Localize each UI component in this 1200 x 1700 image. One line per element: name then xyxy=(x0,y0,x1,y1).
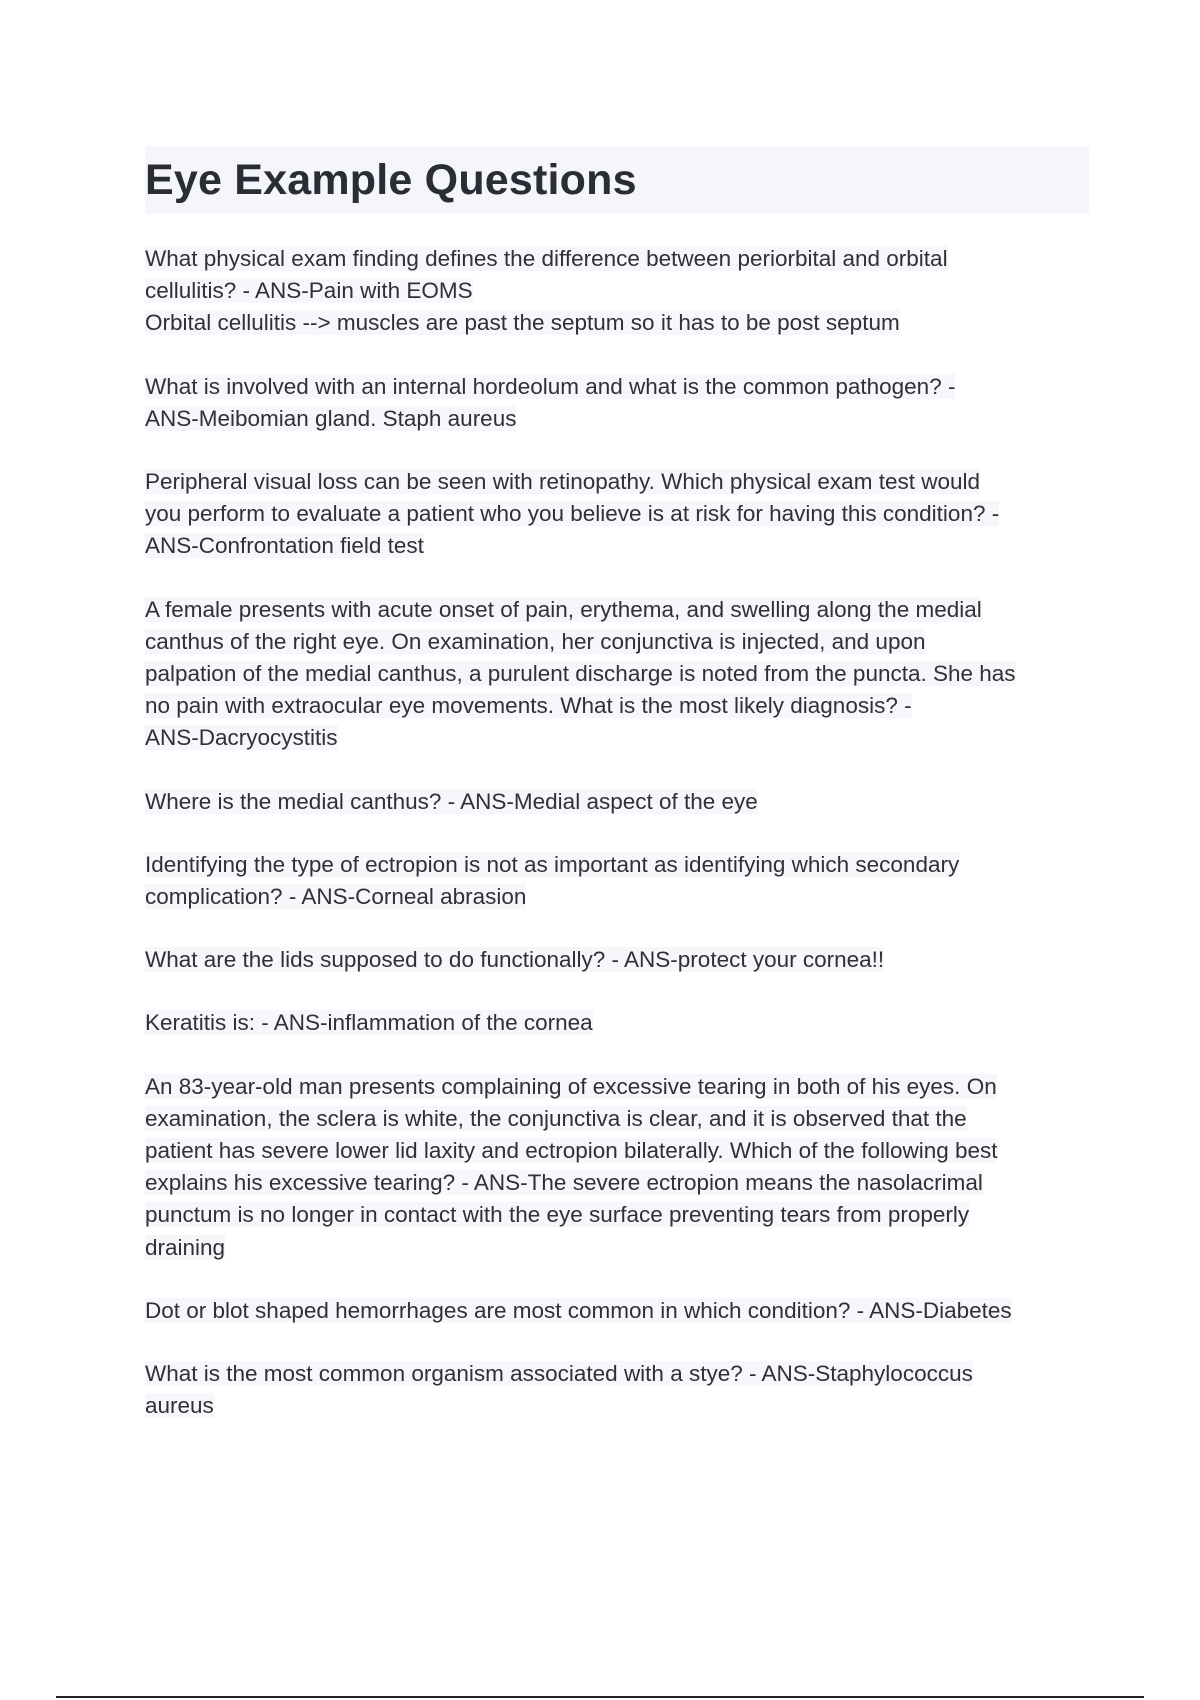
qa-line: What physical exam finding defines the difference between periorbital and orbital xyxy=(145,246,948,271)
qa-item xyxy=(145,371,1090,435)
page-title: Eye Example Questions xyxy=(145,156,637,204)
qa-line: cellulitis? - ANS-Pain with EOMS xyxy=(145,278,473,304)
question-list xyxy=(145,243,1090,1453)
qa-line: An 83-year-old man presents complaining of excessive tearing in both of his eyes. On xyxy=(145,1073,997,1099)
qa-text xyxy=(145,849,1090,913)
qa-line: What is the most common organism associated with a stye? - ANS-Staphylococcus xyxy=(145,1361,973,1387)
qa-line: What are the lids supposed to do functionally? - ANS-protect your cornea!! xyxy=(145,947,885,973)
qa-line: complication? - ANS-Corneal abrasion xyxy=(145,884,527,910)
qa-item xyxy=(145,849,1090,913)
qa-line: ANS-Dacryocystitis xyxy=(145,725,338,751)
qa-text xyxy=(145,466,1090,563)
qa-text xyxy=(145,1295,1090,1327)
qa-item xyxy=(145,786,1090,818)
qa-line: aureus xyxy=(145,1393,214,1419)
qa-line: explains his excessive tearing? - ANS-The severe ectropion means the nasolacrimal xyxy=(145,1170,983,1196)
qa-item xyxy=(145,466,1090,563)
qa-line: What is involved with an internal hordeolum and what is the common pathogen? - xyxy=(145,373,956,399)
qa-item xyxy=(145,243,1090,340)
qa-line: canthus of the right eye. On examination, her conjunctiva is injected, and upon xyxy=(145,628,926,654)
qa-line: ANS-Confrontation field test xyxy=(145,533,424,559)
qa-text xyxy=(145,1071,1090,1264)
qa-line: no pain with extraocular eye movements. What is the most likely diagnosis? - xyxy=(145,693,912,719)
qa-line: Orbital cellulitis --> muscles are past the septum so it has to be post septum xyxy=(145,310,900,336)
qa-text xyxy=(145,1358,1090,1422)
qa-text xyxy=(145,371,1090,435)
title-bar xyxy=(145,146,1089,214)
qa-item xyxy=(145,594,1090,755)
qa-line: Peripheral visual loss can be seen with retinopathy. Which physical exam test would xyxy=(145,469,980,495)
qa-line: Keratitis is: - ANS-inflammation of the cornea xyxy=(145,1010,593,1036)
qa-text xyxy=(145,786,1090,818)
qa-line: examination, the sclera is white, the conjunctiva is clear, and it is observed that the xyxy=(145,1105,967,1131)
qa-item xyxy=(145,944,1090,976)
qa-text xyxy=(145,594,1090,755)
qa-line: punctum is no longer in contact with the eye surface preventing tears from properly xyxy=(145,1202,970,1228)
page-divider xyxy=(56,1696,1144,1698)
qa-text xyxy=(145,1007,1090,1039)
qa-item xyxy=(145,1295,1090,1327)
qa-text xyxy=(145,944,1090,976)
qa-line: palpation of the medial canthus, a purulent discharge is noted from the puncta. She has xyxy=(145,661,1016,687)
qa-line: Where is the medial canthus? - ANS-Medial aspect of the eye xyxy=(145,788,758,814)
qa-line: patient has severe lower lid laxity and ectropion bilaterally. Which of the following best xyxy=(145,1138,998,1164)
qa-line: ANS-Meibomian gland. Staph aureus xyxy=(145,405,517,431)
qa-line: you perform to evaluate a patient who you believe is at risk for having this condition? - xyxy=(145,501,1000,527)
qa-line: Identifying the type of ectropion is not as important as identifying which secondary xyxy=(145,851,960,877)
qa-line: draining xyxy=(145,1234,226,1260)
qa-text xyxy=(145,243,1090,340)
qa-item xyxy=(145,1007,1090,1039)
qa-item xyxy=(145,1358,1090,1422)
qa-item xyxy=(145,1071,1090,1264)
qa-line: A female presents with acute onset of pain, erythema, and swelling along the medial xyxy=(145,596,982,622)
qa-line: Dot or blot shaped hemorrhages are most common in which condition? - ANS-Diabetes xyxy=(145,1297,1012,1323)
